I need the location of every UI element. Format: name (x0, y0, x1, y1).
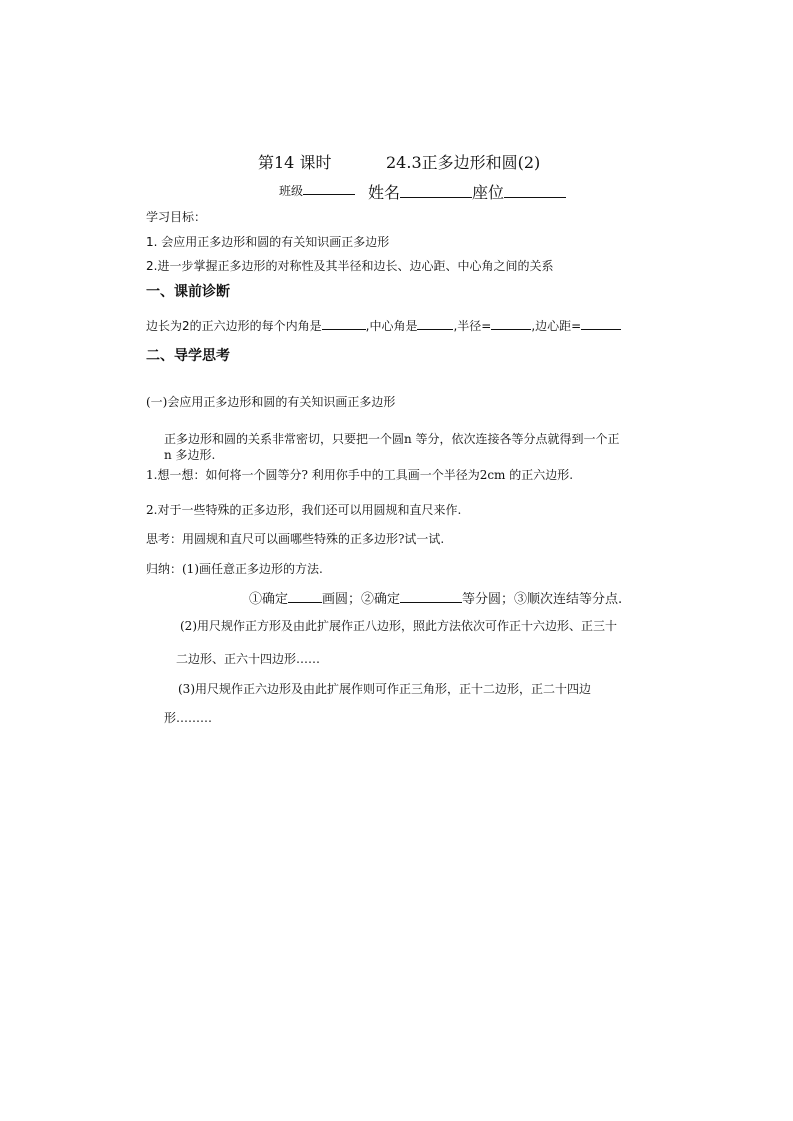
goal-item-2: 2.进一步掌握正多边形的对称性及其半径和边长、边心距、中心角之间的关系 (146, 259, 554, 273)
radius-setting-blank[interactable] (288, 589, 322, 603)
method-steps (249, 588, 622, 607)
question-1: 1.想一想：如何将一个圆等分? 利用你手中的工具画一个半径为2cm 的正六边形. (146, 468, 574, 482)
question-2: 2.对于一些特殊的正多边形，我们还可以用圆规和直尺来作. (146, 503, 462, 517)
name-label: 姓名 (368, 183, 401, 202)
step-c-text: 等分圆；③顺次连结等分点. (462, 592, 623, 607)
seat-blank[interactable] (504, 181, 566, 198)
class-field (279, 182, 355, 199)
lesson-number: 第14 课时 (258, 153, 332, 172)
apothem-blank[interactable] (581, 317, 621, 330)
class-blank[interactable] (303, 182, 355, 195)
name-blank[interactable] (400, 181, 472, 198)
name-field (368, 180, 566, 203)
think-prompt: 思考：用圆规和直尺可以画哪些特殊的正多边形?试一试. (146, 532, 445, 546)
diagnosis-text-3: ,半径= (453, 319, 492, 333)
summary-line: 归纳：(1)画任意正多边形的方法. (146, 562, 323, 576)
diagnosis-text-2: ,中心角是 (365, 319, 418, 333)
division-blank[interactable] (400, 589, 462, 603)
class-label: 班级 (279, 184, 304, 198)
radius-blank[interactable] (491, 317, 531, 330)
inner-angle-blank[interactable] (322, 317, 366, 330)
diagnosis-question (146, 317, 621, 334)
section1-heading: 一、课前诊断 (146, 284, 230, 300)
step-a-text: ①确定 (249, 592, 289, 607)
diagnosis-text-1: 边长为2的正六边形的每个内角是 (146, 319, 322, 333)
method-2-line1: (2)用尺规作正方形及由此扩展作正八边形，照此方法依次可作正十六边形、正三十 (180, 619, 618, 633)
diagnosis-text-4: ,边心距= (531, 319, 582, 333)
method-3-line2: 形……… (164, 711, 213, 725)
lesson-topic: 24.3正多边形和圆(2) (386, 153, 541, 172)
method-2-line2: 二边形、正六十四边形…… (176, 652, 321, 666)
goal-item-1: 1. 会应用正多边形和圆的有关知识画正多边形 (146, 235, 390, 249)
goals-heading: 学习目标： (146, 210, 207, 224)
intro-paragraph-line1: 正多边形和圆的关系非常密切，只要把一个圆n 等分，依次连接各等分点就得到一个正 (164, 432, 620, 446)
step-b-text: 画圆；②确定 (322, 592, 401, 607)
section2-heading: 二、导学思考 (146, 348, 230, 364)
central-angle-blank[interactable] (417, 317, 453, 330)
seat-label: 座位 (472, 183, 505, 202)
method-3-line1: (3)用尺规作正六边形及由此扩展作则可作正三角形，正十二边形，正二十四边 (178, 682, 592, 696)
subsection-1-title: (一)会应用正多边形和圆的有关知识画正多边形 (146, 395, 396, 409)
intro-paragraph-line2: n 多边形. (164, 448, 216, 462)
